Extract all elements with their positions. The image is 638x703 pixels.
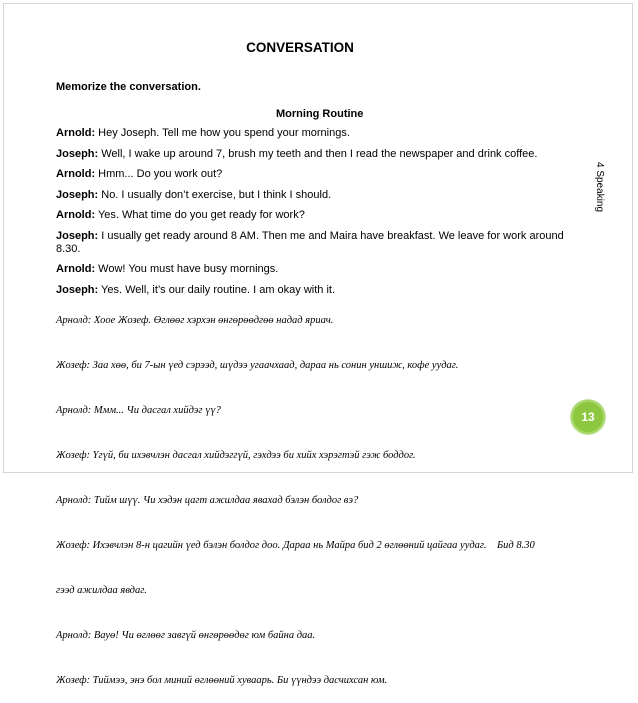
translation-line: гээд ажилдаа явдаг. bbox=[56, 585, 147, 596]
dialogue-text: Well, I wake up around 7, brush my teeth and then I read the newspaper and drink coffee. bbox=[98, 147, 538, 160]
translation-line: Жозеф: Ихэвчлэн 8-н цагийн үед бэлэн болдог доо. Дараа нь Майра бид 2 өглөөний цайгаа уудаг. Бид 8.30 bbox=[56, 540, 535, 551]
translation-block bbox=[56, 283, 576, 703]
dialogue-subtitle: Morning Routine bbox=[276, 108, 364, 120]
dialogue-text: Wow! You must have busy mornings. bbox=[95, 263, 279, 275]
speaker-name: Arnold: bbox=[56, 127, 96, 139]
dialogue-line bbox=[56, 230, 566, 256]
dialogue-line bbox=[56, 127, 566, 140]
dialogue-text: Hmm... Do you work out? bbox=[95, 168, 223, 180]
dialogue-line bbox=[56, 209, 566, 222]
section-side-label: 4 Speaking bbox=[594, 162, 605, 213]
dialogue-line bbox=[56, 168, 566, 181]
dialogue-line bbox=[56, 189, 566, 202]
dialogue-text: I usually get ready around 8 AM. Then me and Maira have breakfast. We leave for work around 8.30. bbox=[56, 229, 564, 255]
page-number-badge: 13 bbox=[571, 400, 605, 434]
speaker-name: Arnold: bbox=[56, 168, 96, 180]
instruction-text: Memorize the conversation. bbox=[56, 81, 201, 93]
speaker-name: Joseph: bbox=[56, 147, 99, 160]
speaker-name: Joseph: bbox=[56, 283, 99, 296]
translation-line: Арнолд: Хоое Жозеф. Өглөөг хэрхэн өнгөрөөдгөө надад яриач. bbox=[56, 315, 334, 326]
translation-line: Арнолд: Тийм шүү. Чи хэдэн цагт ажилдаа явахад бэлэн болдог вэ? bbox=[56, 495, 359, 506]
dialogue-text: Yes. Well, it’s our daily routine. I am okay with it. bbox=[98, 283, 335, 296]
dialogue-block bbox=[56, 127, 566, 304]
translation-line: Жозеф: Тиймээ, энэ бол миний өглөөний хуваарь. Би үүндээ дасчихсан юм. bbox=[56, 675, 388, 686]
speaker-name: Joseph: bbox=[56, 229, 99, 242]
speaker-name: Joseph: bbox=[56, 188, 99, 201]
speaker-name: Arnold: bbox=[56, 209, 96, 221]
dialogue-line bbox=[56, 263, 566, 276]
slide-title: CONVERSATION bbox=[246, 40, 354, 55]
translation-line: Арнолд: Ммм... Чи дасгал хийдэг үү? bbox=[56, 405, 221, 416]
dialogue-line bbox=[56, 148, 566, 161]
translation-line: Жозеф: Заа хөө, би 7-ын үед сэрээд, шүдээ угаачхаад, дараа нь сонин уншиж, кофе уудаг. bbox=[56, 360, 459, 371]
translation-line: Арнолд: Вауө! Чи өглөөг завгүй өнгөрөөдөг юм байна даа. bbox=[56, 630, 316, 641]
translation-line: Жозеф: Үгүй, би ихэвчлэн дасгал хийдэггүй, гэхдээ би хийх хэрэгтэй гэж боддог. bbox=[56, 450, 416, 461]
dialogue-text: Yes. What time do you get ready for work? bbox=[95, 209, 305, 221]
speaker-name: Arnold: bbox=[56, 263, 96, 275]
dialogue-text: No. I usually don’t exercise, but I think I should. bbox=[98, 188, 332, 201]
dialogue-text: Hey Joseph. Tell me how you spend your mornings. bbox=[95, 127, 350, 139]
